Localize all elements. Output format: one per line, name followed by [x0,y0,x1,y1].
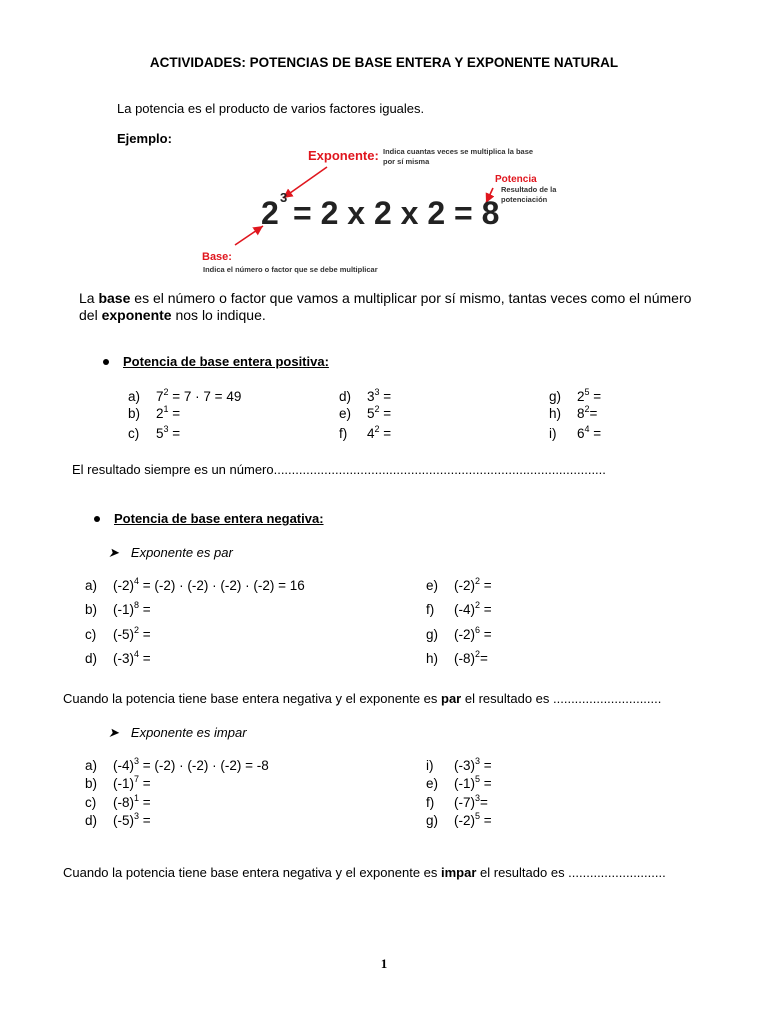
positive-item-h: h) $8^2=$ [549,403,598,421]
even-item-c: c) $(-5)^2$ = [85,624,151,642]
bullet-icon [103,359,109,365]
exponent-desc-1: Indica cuantas veces se multiplica la base [383,147,534,156]
odd-item-a: a) $(-4)^3 = (-2) \cdot (-2) \cdot (-2) = -8$ [85,755,269,773]
even-item-a: a) $(-2)^4 = (-2) \cdot (-2) \cdot (-2) \cdot (-2) = 16$ [85,575,305,593]
par-word: par [441,691,462,706]
odd-item-e: e) $(-1)^5$ = [426,773,492,791]
exponent-label: Exponente: [308,148,379,163]
exponent-arrow [283,167,327,198]
even-subheading: ➤ Exponente es par [108,545,233,560]
positive-item-b: b) $2^1$ = [128,403,181,421]
arrowhead-bullet-icon: ➤ [108,725,119,740]
even-item-b: b) $(-1)^8$ = [85,599,151,617]
base-arrow [235,226,263,245]
equation-exponent: 3 [280,190,288,205]
power-desc-1: Resultado de la [501,185,557,194]
exponent-word: exponente [101,307,172,323]
positive-item-f: f) $4^2$ = [339,423,392,441]
odd-subheading: ➤ Exponente es impar [108,725,247,740]
odd-conclusion: Cuando la potencia tiene base entera negativa y el exponente es impar el resultado es ........................... [63,865,666,880]
odd-item-f: f) $(-7)^3=$ [426,792,488,810]
even-item-e: e) $(-2)^2$ = [426,575,492,593]
intro-text: La potencia es el producto de varios factores iguales. [117,101,425,116]
positive-conclusion: El resultado siempre es un número............................................................................................ [72,462,606,477]
equation-base: 2 [261,195,279,231]
even-item-g: g) $(-2)^6$ = [426,624,492,642]
positive-item-a: a) $7^2 = 7 \cdot 7 = 49$ [128,386,242,404]
odd-item-c: c) $(-8)^1$ = [85,792,151,810]
odd-item-b: b) $(-1)^7$ = [85,773,151,791]
power-label: Potencia [495,174,537,185]
negative-heading: Potencia de base entera negativa: [94,511,324,526]
even-item-d: d) $(-3)^4$ = [85,648,151,666]
power-desc-2: potenciación [501,195,548,204]
equation-rest: = 2 x 2 x 2 = 8 [293,195,500,231]
power-diagram [195,140,565,278]
base-desc: Indica el número o factor que se debe multiplicar [203,265,378,274]
positive-item-e: e) $5^2$ = [339,403,392,421]
base-label: Base: [202,251,232,263]
example-label: Ejemplo: [117,131,172,146]
even-conclusion: Cuando la potencia tiene base entera negativa y el exponente es par el resultado es .............................. [63,691,662,706]
positive-item-d: d) $3^3$ = [339,386,392,404]
page-title: ACTIVIDADES: POTENCIAS DE BASE ENTERA Y EXPONENTE NATURAL [149,55,619,70]
bullet-icon [94,516,100,522]
base-word: base [98,290,131,306]
positive-item-c: c) $5^3$ = [128,423,181,441]
positive-item-i: i) $6^4$ = [549,423,602,441]
definition-line-2: del exponente nos lo indique. [79,307,266,323]
positive-heading: Potencia de base entera positiva: [103,354,329,369]
odd-item-g: g) $(-2)^5$ = [426,810,492,828]
impar-word: impar [441,865,477,880]
even-item-h: h) $(-8)^2=$ [426,648,488,666]
page-number: 1 [380,956,388,971]
odd-item-i: i) $(-3)^3$ = [426,755,492,773]
positive-item-g: g) $2^5$ = [549,386,602,404]
even-item-f: f) $(-4)^2$ = [426,599,492,617]
definition-line-1: La base es el número o factor que vamos a multiplicar por sí mismo, tantas veces como el número [79,290,692,306]
odd-item-d: d) $(-5)^3$ = [85,810,151,828]
exponent-desc-2: por sí misma [383,157,430,166]
arrowhead-bullet-icon: ➤ [108,545,119,560]
